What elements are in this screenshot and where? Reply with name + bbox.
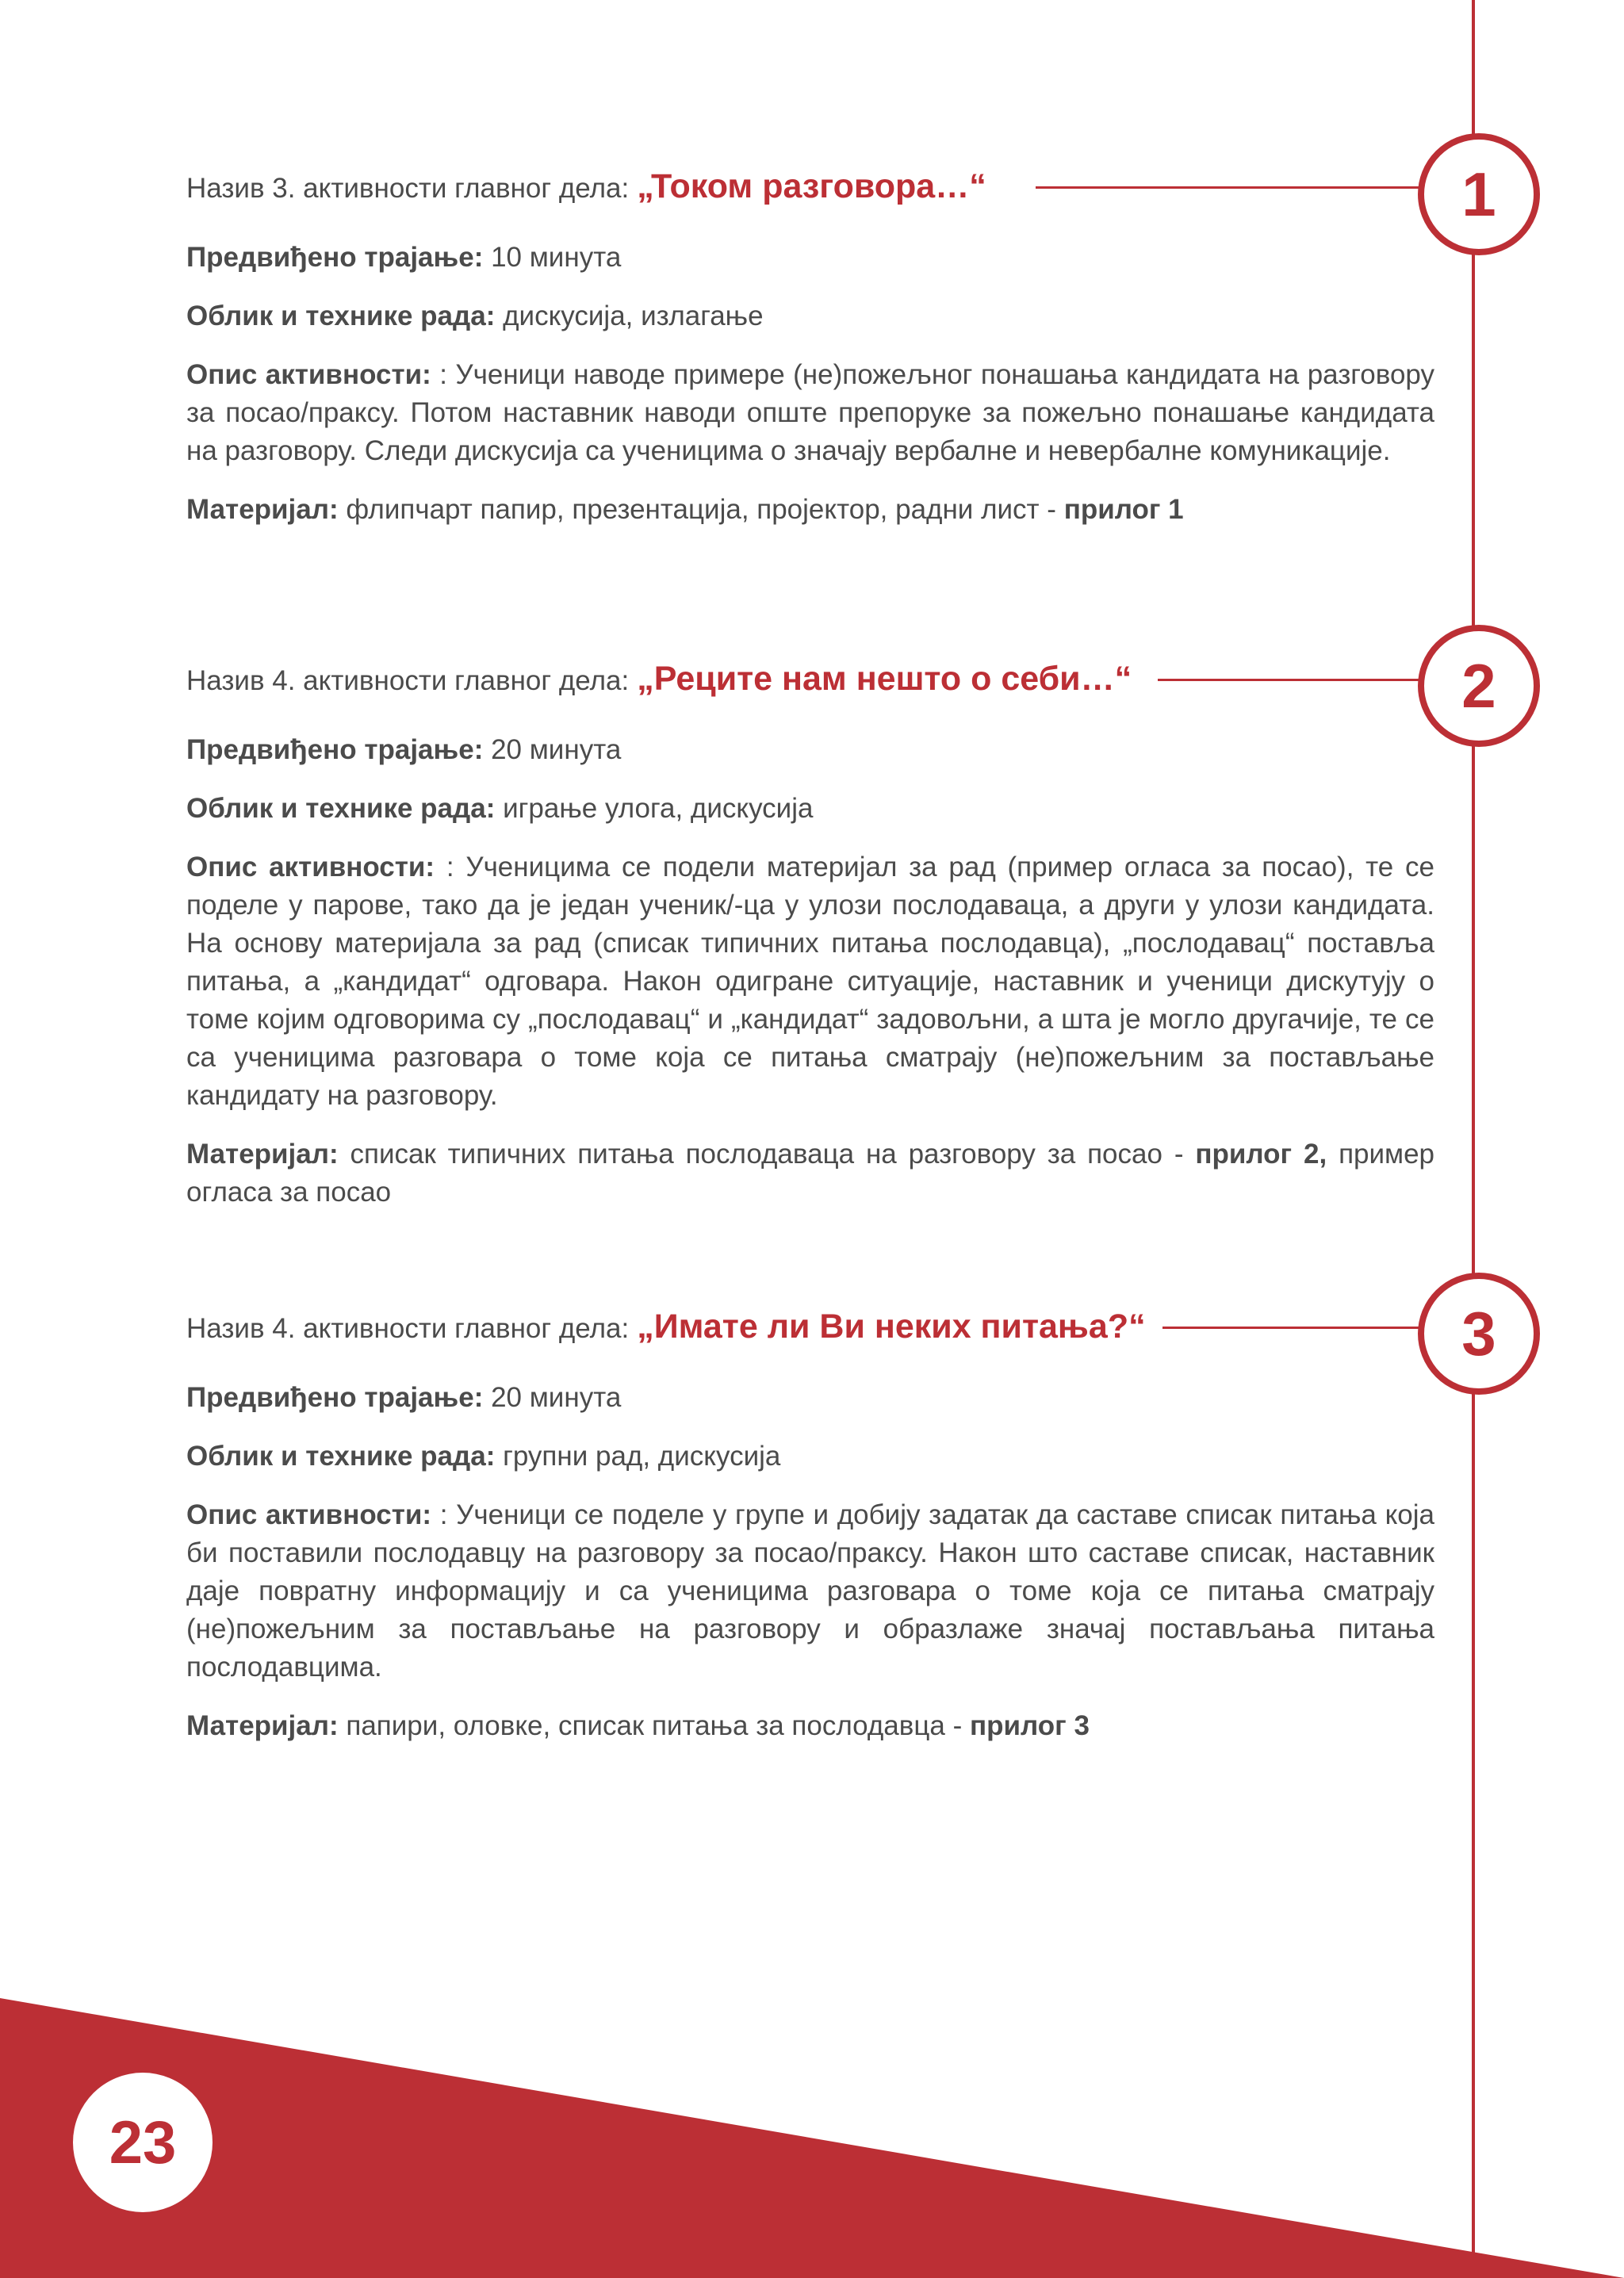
timeline-line xyxy=(1472,0,1475,2278)
description-paragraph xyxy=(186,356,1434,470)
description-label: Опис активности: xyxy=(186,852,435,882)
step-badge-3: 3 xyxy=(1418,1273,1540,1395)
timeline-line-overlay xyxy=(1472,1998,1475,2278)
material-attachment: прилог 1 xyxy=(1063,494,1184,525)
material-suffix: пример огласа за посао xyxy=(186,1139,1435,1208)
form-line xyxy=(186,297,1434,335)
form-value: групни рад, дискусија xyxy=(503,1441,781,1472)
form-line xyxy=(186,790,1434,828)
page-number: 23 xyxy=(73,2073,213,2212)
description-text: : Ученици наводе примере (не)пожељног понашања кандидата на разговору за посао/праксу. Потом наставник наводи опште препоруке за пожељно понашање кандидата на разговору. Следи дискусија са ученицима о значају вербалне и невербалне комуникације. xyxy=(186,359,1435,466)
activity-section-2 xyxy=(186,660,1434,1212)
activity-title-prefix: Назив 4. активности главног дела: xyxy=(186,1313,630,1344)
duration-value: 10 минута xyxy=(491,242,622,273)
duration-line xyxy=(186,1379,1434,1417)
form-label: Облик и технике рада: xyxy=(186,301,496,331)
description-label: Опис активности: xyxy=(186,359,431,390)
description-paragraph xyxy=(186,848,1434,1115)
form-label: Облик и технике рада: xyxy=(186,793,496,824)
material-text: флипчарт папир, презентација, пројектор, радни лист - xyxy=(346,494,1056,525)
material-line xyxy=(186,491,1434,529)
duration-line xyxy=(186,239,1434,277)
duration-label: Предвиђено трајање: xyxy=(186,734,484,765)
material-attachment: прилог 2, xyxy=(1195,1139,1327,1170)
duration-label: Предвиђено трајање: xyxy=(186,1382,484,1413)
step-badge-1: 1 xyxy=(1418,133,1540,255)
material-text: списак типичних питања послодаваца на разговору за посао - xyxy=(350,1139,1184,1170)
activity-title-highlight: „Током разговора…“ xyxy=(637,167,986,205)
activity-title-highlight: „Имате ли Ви неких питања?“ xyxy=(637,1307,1146,1346)
activity-title xyxy=(186,168,1434,207)
activity-title-prefix: Назив 3. активности главног дела: xyxy=(186,173,630,204)
activity-title xyxy=(186,660,1434,699)
material-text: папири, оловке, списак питања за послодавца - xyxy=(346,1710,963,1741)
material-label: Материјал: xyxy=(186,494,339,525)
material-label: Материјал: xyxy=(186,1710,339,1741)
activity-title-highlight: „Реците нам нешто о себи…“ xyxy=(637,660,1132,698)
form-value: дискусија, излагање xyxy=(503,301,764,331)
activity-title-prefix: Назив 4. активности главног дела: xyxy=(186,665,630,696)
duration-value: 20 минута xyxy=(491,734,622,765)
step-badge-2: 2 xyxy=(1418,625,1540,747)
material-label: Материјал: xyxy=(186,1139,339,1170)
form-label: Облик и технике рада: xyxy=(186,1441,496,1472)
description-text: : Ученици се поделе у групе и добију задатак да саставе списак питања која би поставили послодавцу на разговору за посао/праксу. Након што саставе списак, наставник даје повратну информацију и са ученицима разговара о томе која се питања сматрају (не)пожељним за постављање на разговору и образлаже значај постављања питања послодавцима. xyxy=(186,1499,1435,1683)
activity-section-3 xyxy=(186,1308,1434,1745)
form-line xyxy=(186,1438,1434,1476)
material-line xyxy=(186,1135,1434,1212)
description-label: Опис активности: xyxy=(186,1499,432,1530)
material-line xyxy=(186,1707,1434,1745)
duration-label: Предвиђено трајање: xyxy=(186,242,484,273)
form-value: играње улога, дискусија xyxy=(503,793,814,824)
activity-section-1 xyxy=(186,168,1434,529)
duration-line xyxy=(186,731,1434,769)
activity-title xyxy=(186,1308,1434,1347)
material-attachment: прилог 3 xyxy=(969,1710,1090,1741)
description-text: : Ученицима се подели материјал за рад (пример огласа за посао), те се поделе у парове, тако да је један ученик/-ца у улози послодаваца, а други у улози кандидата. На основу материјала за рад (списак типичних питања послодавца), „послодавац“ поставља питања, а „кандидат“ одговара. Након одигране ситуације, наставник и ученици дискутују о томе којим одговорима су „послодавац“ и „кандидат“ задовољни, а шта је могло другачије, те се са ученицима разговара о томе која се питања сматрају (не)пожељним за постављање кандидату на разговору. xyxy=(186,852,1434,1111)
description-paragraph xyxy=(186,1496,1434,1686)
duration-value: 20 минута xyxy=(491,1382,622,1413)
footer-band xyxy=(0,1998,1624,2278)
